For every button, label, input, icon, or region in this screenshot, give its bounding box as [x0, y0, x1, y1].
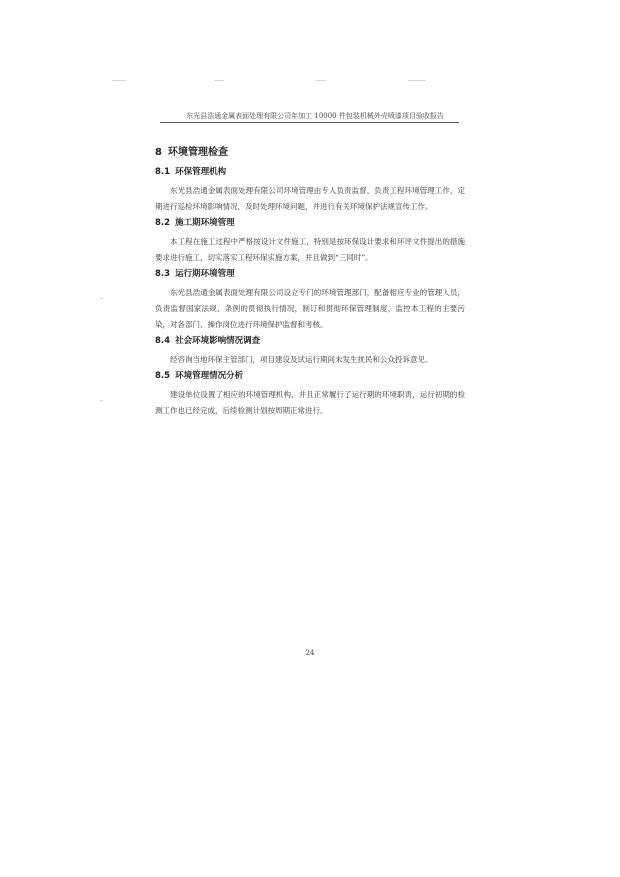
section-8-5	[155, 370, 465, 419]
section-number: 8.3	[155, 269, 171, 279]
document-body	[155, 146, 465, 421]
section-8-1	[155, 166, 465, 215]
chapter-title: 环境管理检查	[167, 147, 228, 158]
section-paragraph: 经咨询当地环保主管部门，项目建设及试运行期间未发生扰民和公众投诉意见。	[170, 355, 433, 364]
section-number: 8.1	[155, 167, 171, 177]
section-8-3	[155, 268, 465, 333]
section-number: 8.5	[155, 371, 171, 381]
section-paragraph: 建设单位设置了相应的环境管理机构，并且正常履行了运行期的环境职责，运行初期的检测工作也已经完成，后续检测计划按周期正常进行。	[155, 390, 465, 415]
section-8-2	[155, 217, 465, 266]
chapter-number: 8	[155, 147, 162, 158]
section-8-4	[155, 335, 465, 368]
section-heading	[155, 268, 465, 280]
section-paragraph: 东光县浩通金属表面处理有限公司设立专门的环境管理部门，配备相应专业的管理人员，负责监督国家法规、条例的贯彻执行情况，制订和贯彻环保管理制度，监控本工程的主要污染，对各部门、操作岗位进行环境保护监督和考核。	[155, 288, 465, 329]
section-title: 运行期环境管理	[175, 269, 235, 279]
section-heading	[155, 166, 465, 178]
section-title: 环境管理情况分析	[175, 371, 244, 381]
section-heading	[155, 335, 465, 347]
section-number: 8.2	[155, 218, 171, 228]
running-header: 东光县浩通金属表面处理有限公司年加工 10000 件包装机械外壳喷漆项目验收报告	[186, 112, 444, 120]
page-number: 24	[305, 649, 315, 657]
chapter-heading	[155, 146, 465, 160]
section-paragraph: 东光县浩通金属表面处理有限公司环境管理由专人负责监督，负责工程环境管理工作，定期进行巡检环境影响情况，及时处理环境问题，并进行有关环境保护法规宣传工作。	[155, 186, 465, 211]
section-title: 施工期环境管理	[175, 218, 235, 228]
section-paragraph: 本工程在施工过程中严格按设计文件施工，特别是按环保设计要求和环评文件提出的措施要求进行施工，切实落实工程环保实施方案，并且做到“三同时”。	[155, 237, 465, 262]
header-rule	[160, 122, 459, 123]
section-heading	[155, 370, 465, 382]
section-heading	[155, 217, 465, 229]
section-title: 环保管理机构	[175, 167, 227, 177]
section-title: 社会环境影响情况调查	[175, 336, 261, 346]
section-number: 8.4	[155, 336, 171, 346]
